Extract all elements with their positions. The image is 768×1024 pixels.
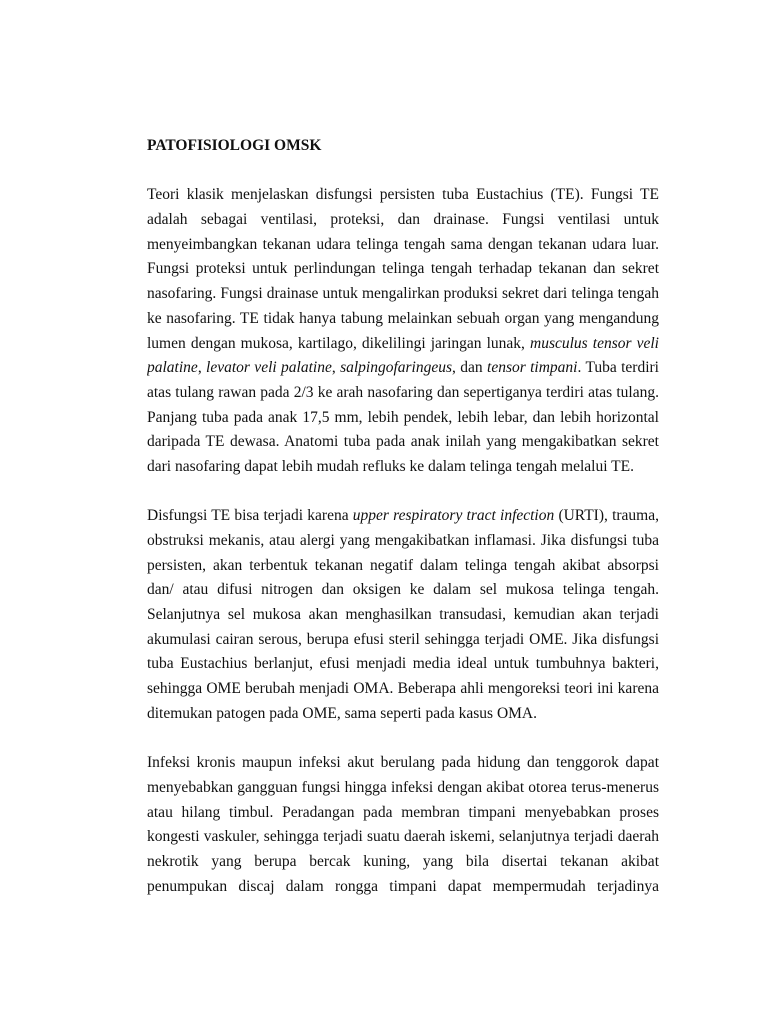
text-run: Teori klasik menjelaskan disfungsi persisten tuba Eustachius (TE). Fungsi TE — [147, 186, 659, 204]
text-line — [147, 652, 659, 677]
text-run: sehingga OME berubah menjadi OMA. Beberapa ahli mengoreksi teori ini karena — [147, 680, 659, 698]
text-run: akumulasi cairan serous, berupa efusi steril sehingga terjadi OME. Jika disfungsi — [147, 630, 659, 648]
text-line — [147, 504, 659, 529]
italic-term: salpingofaringeus — [340, 359, 453, 377]
text-run: menyebabkan gangguan fungsi hingga infeksi dengan akibat otorea terus-menerus — [147, 778, 659, 796]
italic-term: levator veli palatine — [206, 359, 332, 377]
text-run: kongesti vaskuler, sehingga terjadi suatu daerah iskemi, selanjutnya terjadi daerah — [147, 828, 659, 846]
text-line — [147, 282, 659, 307]
text-run: ke nasofaring. TE tidak hanya tabung melainkan sebuah organ yang mengandung — [147, 309, 659, 327]
document-body — [147, 134, 659, 924]
text-run: Panjang tuba pada anak 17,5 mm, lebih pendek, lebih lebar, dan lebih horizontal — [147, 408, 659, 426]
paragraphs-container — [147, 183, 659, 899]
text-run: Disfungsi TE bisa terjadi karena — [147, 507, 353, 525]
text-run: Infeksi kronis maupun infeksi akut berulang pada hidung dan tenggorok dapat — [147, 754, 659, 772]
text-run: tuba Eustachius berlanjut, efusi menjadi media ideal untuk tumbuhnya bakteri, — [147, 655, 659, 673]
text-line — [147, 406, 659, 431]
paragraph — [147, 751, 659, 899]
text-line — [147, 677, 659, 702]
text-line — [147, 208, 659, 233]
text-line — [147, 850, 659, 875]
text-run: obstruksi mekanis, atau alergi yang mengakibatkan inflamasi. Jika disfungsi tuba — [147, 532, 659, 550]
text-run: persisten, akan terbentuk tekanan negatif dalam telinga tengah akibat absorpsi — [147, 556, 659, 574]
text-line — [147, 702, 659, 727]
text-line — [147, 875, 659, 900]
text-line — [147, 233, 659, 258]
text-line — [147, 603, 659, 628]
text-run: nekrotik yang berupa bercak kuning, yang bila disertai tekanan akibat — [147, 852, 659, 870]
text-line — [147, 307, 659, 332]
italic-term: upper respiratory tract infection — [352, 507, 555, 525]
text-run: Fungsi proteksi untuk perlindungan telinga tengah terhadap tekanan dan sekret — [147, 260, 659, 278]
text-run: , — [331, 359, 341, 377]
text-run: atas tulang rawan pada 2/3 ke arah nasofaring dan sepertiganya terdiri atas tulang. — [147, 383, 659, 401]
text-line — [147, 183, 659, 208]
paragraph — [147, 504, 659, 726]
text-run: penumpukan discaj dalam rongga timpani dapat mempermudah terjadinya — [147, 877, 659, 895]
text-run: menyeimbangkan tekanan udara telinga tengah sama dengan tekanan udara luar. — [147, 235, 659, 253]
text-line — [147, 529, 659, 554]
italic-term: palatine — [147, 359, 198, 377]
text-run: lumen dengan mukosa, kartilago, dikelilingi jaringan lunak, — [147, 334, 530, 352]
text-line — [147, 430, 659, 455]
text-line — [147, 455, 659, 480]
text-run: daripada TE dewasa. Anatomi tuba pada anak inilah yang mengakibatkan sekret — [147, 433, 659, 451]
text-run: adalah sebagai ventilasi, proteksi, dan drainase. Fungsi ventilasi untuk — [147, 211, 659, 229]
text-line — [147, 578, 659, 603]
text-line — [147, 257, 659, 282]
italic-term: tensor timpani — [487, 359, 578, 377]
text-run: Selanjutnya sel mukosa akan menghasilkan transudasi, kemudian akan terjadi — [147, 606, 659, 624]
text-run: dan/ atau difusi nitrogen dan oksigen ke dalam sel mukosa telinga tengah. — [147, 581, 659, 599]
text-run: (URTI), trauma, — [554, 507, 659, 525]
text-line — [147, 381, 659, 406]
text-line — [147, 776, 659, 801]
text-run: , — [197, 359, 207, 377]
text-line — [147, 628, 659, 653]
italic-term: musculus tensor veli — [530, 334, 659, 352]
text-run: . Tuba terdiri — [577, 359, 659, 377]
text-run: , dan — [452, 359, 488, 377]
text-line — [147, 356, 659, 381]
text-run: dari nasofaring dapat lebih mudah refluks ke dalam telinga tengah melalui TE. — [147, 457, 634, 475]
text-line — [147, 554, 659, 579]
section-heading: PATOFISIOLOGI OMSK — [147, 137, 322, 154]
text-run: ditemukan patogen pada OME, sama seperti pada kasus OMA. — [147, 704, 537, 722]
text-line — [147, 825, 659, 850]
text-run: nasofaring. Fungsi drainase untuk mengalirkan produksi sekret dari telinga tengah — [147, 285, 659, 303]
paragraph — [147, 183, 659, 479]
text-line — [147, 801, 659, 826]
text-line — [147, 332, 659, 357]
text-run: atau hilang timbul. Peradangan pada membran timpani menyebabkan proses — [147, 803, 659, 821]
text-line — [147, 751, 659, 776]
